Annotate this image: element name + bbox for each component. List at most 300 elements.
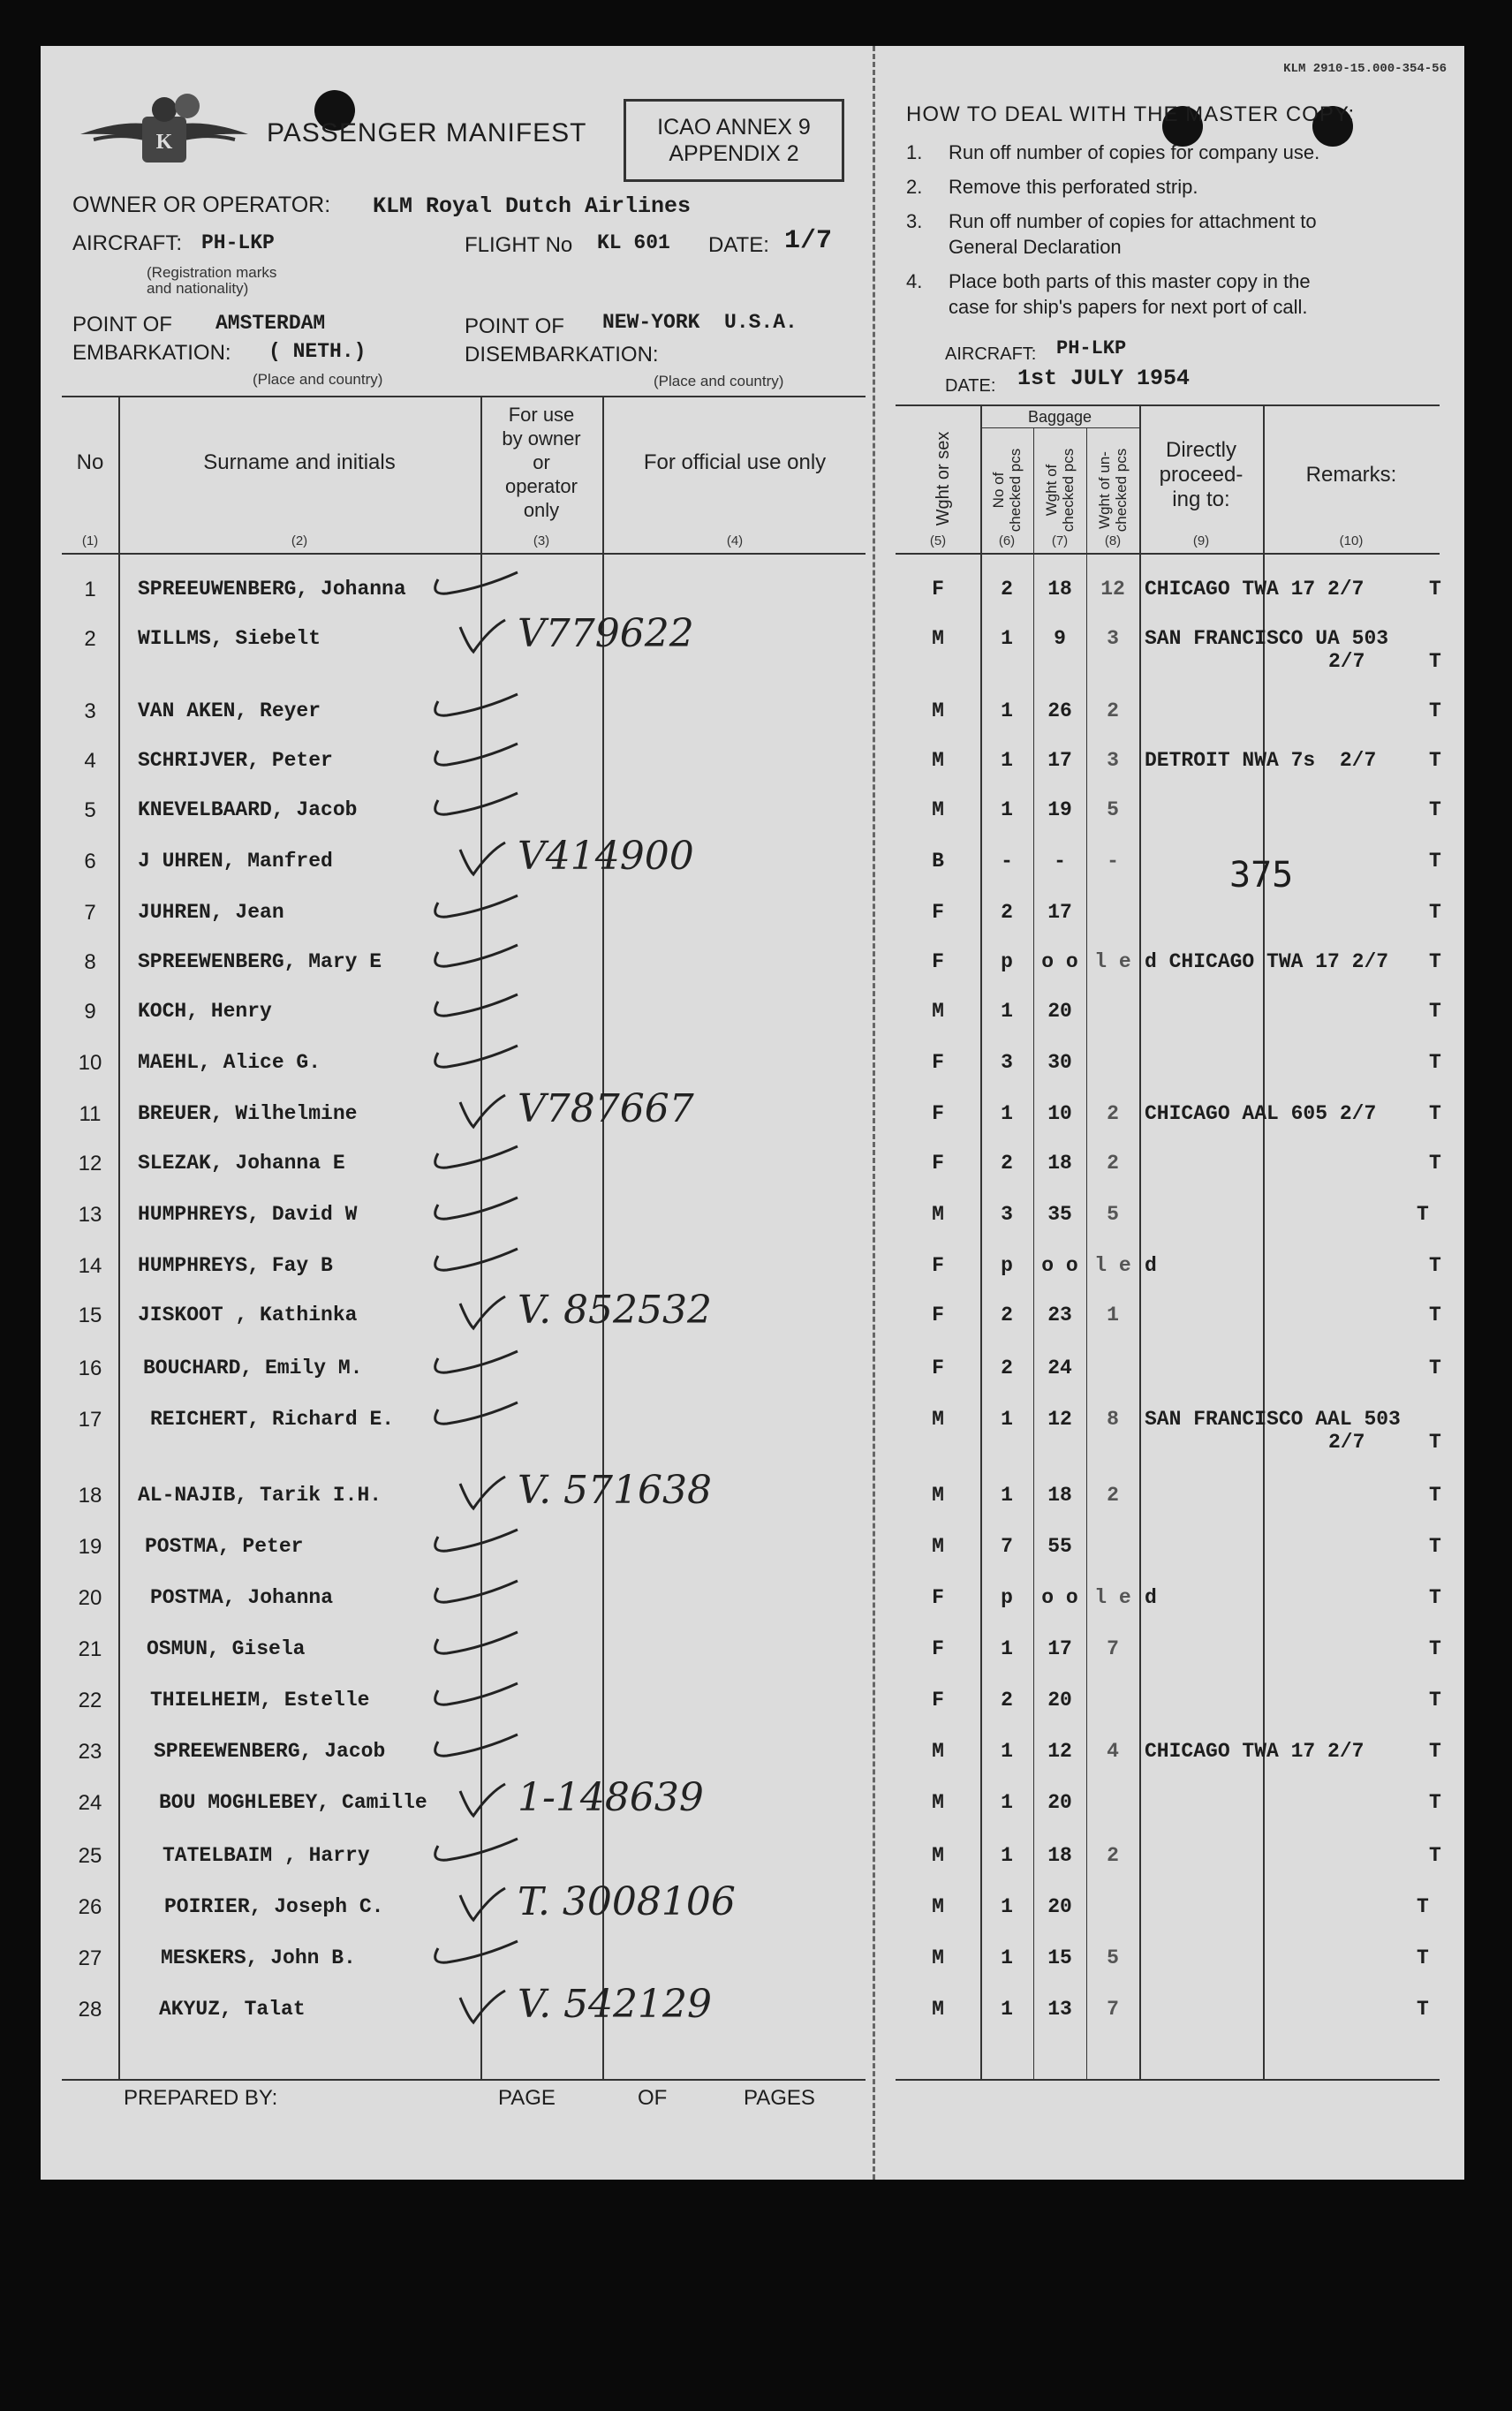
unchecked-cell: - bbox=[1107, 850, 1119, 873]
pieces-cell: 1 bbox=[1001, 1408, 1013, 1431]
date-value: 1/7 bbox=[784, 226, 833, 256]
remarks-cell-line2: 2/7 bbox=[1328, 650, 1365, 673]
transit-mark: T bbox=[1429, 1102, 1441, 1125]
sex-cell: F bbox=[932, 1102, 944, 1125]
icao-annex-box bbox=[624, 99, 844, 182]
row-number: 16 bbox=[78, 1357, 102, 1380]
instructions-list bbox=[906, 140, 1463, 329]
transit-mark: T bbox=[1429, 578, 1441, 601]
handwritten-number: V779622 bbox=[518, 611, 694, 656]
weight-cell: 20 bbox=[1047, 1895, 1072, 1918]
unchecked-cell: 8 bbox=[1107, 1408, 1119, 1431]
check-mark-icon bbox=[429, 1245, 526, 1281]
passenger-name: JISKOOT , Kathinka bbox=[138, 1304, 358, 1326]
owner-label: OWNER OR OPERATOR: bbox=[72, 193, 331, 217]
row-number: 17 bbox=[78, 1408, 102, 1432]
pieces-cell: p bbox=[1001, 1586, 1013, 1609]
remarks-cell: CHICAGO AAL 605 2/7 bbox=[1145, 1102, 1377, 1125]
pieces-cell: 7 bbox=[1001, 1535, 1013, 1558]
transit-mark: T bbox=[1429, 650, 1441, 673]
pieces-cell: 1 bbox=[1001, 1998, 1013, 2021]
transit-mark: T bbox=[1429, 1254, 1441, 1277]
check-mark-icon bbox=[429, 1526, 526, 1561]
weight-cell: 9 bbox=[1054, 627, 1066, 650]
passenger-name: SLEZAK, Johanna E bbox=[138, 1152, 345, 1175]
col-number: (5) bbox=[929, 533, 947, 548]
transit-mark: T bbox=[1429, 1357, 1441, 1379]
flight-value: KL 601 bbox=[597, 231, 670, 254]
check-mark-icon bbox=[429, 892, 526, 927]
passenger-name: BREUER, Wilhelmine bbox=[138, 1102, 358, 1125]
table-bottom-rule bbox=[62, 2079, 866, 2081]
right-aircraft-value: PH-LKP bbox=[1056, 337, 1127, 359]
annex-line-2: APPENDIX 2 bbox=[669, 141, 799, 166]
check-mark-icon bbox=[429, 1577, 526, 1613]
footer-page: PAGE bbox=[498, 2086, 556, 2110]
sex-cell: F bbox=[932, 1637, 944, 1660]
passenger-name: AL-NAJIB, Tarik I.H. bbox=[138, 1484, 382, 1507]
pieces-cell: 1 bbox=[1001, 1791, 1013, 1814]
transit-mark: T bbox=[1429, 1637, 1441, 1660]
check-mark-icon bbox=[429, 1680, 526, 1715]
instruction-text: Run off number of copies for attachment to bbox=[949, 210, 1317, 232]
check-mark-icon bbox=[429, 1348, 526, 1383]
passenger-name: OSMUN, Gisela bbox=[147, 1637, 306, 1660]
instruction-number: 1. bbox=[906, 141, 923, 163]
row-number: 22 bbox=[78, 1689, 102, 1712]
unchecked-cell: l e bbox=[1094, 950, 1131, 973]
pieces-cell: 1 bbox=[1001, 1740, 1013, 1763]
handwritten-number: 1-148639 bbox=[518, 1775, 704, 1820]
passenger-name: POSTMA, Johanna bbox=[150, 1586, 334, 1609]
row-number: 7 bbox=[84, 901, 96, 925]
svg-text:K: K bbox=[155, 131, 173, 154]
pieces-cell: 1 bbox=[1001, 627, 1013, 650]
row-number: 11 bbox=[79, 1102, 102, 1126]
weight-cell: 30 bbox=[1047, 1051, 1072, 1074]
weight-cell: 24 bbox=[1047, 1357, 1072, 1379]
date-label: DATE: bbox=[708, 233, 769, 257]
instructions-title: HOW TO DEAL WITH THE MASTER COPY: bbox=[906, 102, 1356, 126]
sex-cell: F bbox=[932, 1254, 944, 1277]
sex-cell: M bbox=[932, 1998, 944, 2021]
check-mark-icon bbox=[429, 1629, 526, 1664]
transit-mark: T bbox=[1429, 798, 1441, 821]
col-number: (9) bbox=[1192, 533, 1210, 548]
unchecked-cell: 2 bbox=[1107, 1102, 1119, 1125]
weight-cell: 26 bbox=[1047, 699, 1072, 722]
sex-cell: M bbox=[932, 1791, 944, 1814]
disembarkation-label: POINT OF DISEMBARKATION: bbox=[465, 314, 659, 367]
pieces-cell: 1 bbox=[1001, 749, 1013, 772]
row-number: 28 bbox=[78, 1998, 102, 2022]
sex-cell: M bbox=[932, 1740, 944, 1763]
transit-mark: T bbox=[1429, 1791, 1441, 1814]
sex-cell: F bbox=[932, 1357, 944, 1379]
passenger-name: MESKERS, John B. bbox=[161, 1946, 356, 1969]
pieces-cell: 1 bbox=[1001, 1895, 1013, 1918]
pieces-cell: 1 bbox=[1001, 1102, 1013, 1125]
col-number: (3) bbox=[533, 533, 550, 548]
transit-mark: T bbox=[1429, 1304, 1441, 1326]
right-aircraft-label: AIRCRAFT: bbox=[945, 344, 1037, 364]
unchecked-cell: 1 bbox=[1107, 1304, 1119, 1326]
embarkation-label: POINT OF EMBARKATION: bbox=[72, 313, 231, 365]
instruction-text: Remove this perforated strip. bbox=[949, 176, 1198, 198]
footer-of: OF bbox=[638, 2086, 668, 2110]
transit-mark: T bbox=[1429, 1844, 1441, 1867]
perforation-line bbox=[873, 46, 875, 2180]
row-number: 23 bbox=[78, 1740, 102, 1764]
unchecked-cell: 5 bbox=[1107, 798, 1119, 821]
check-mark-icon bbox=[429, 1399, 526, 1434]
aircraft-label: AIRCRAFT: bbox=[72, 231, 183, 255]
col-header-wght-sex: Wght or sex bbox=[934, 431, 953, 526]
sex-cell: F bbox=[932, 901, 944, 924]
pieces-cell: - bbox=[1001, 850, 1013, 873]
col-header-no: No bbox=[76, 450, 104, 474]
weight-cell: 17 bbox=[1047, 1637, 1072, 1660]
row-number: 24 bbox=[78, 1791, 102, 1815]
handwritten-number: T. 3008106 bbox=[518, 1879, 736, 1924]
pieces-cell: 1 bbox=[1001, 1946, 1013, 1969]
weight-cell: 15 bbox=[1047, 1946, 1072, 1969]
footer-prepared-by: PREPARED BY: bbox=[124, 2086, 278, 2110]
sex-cell: B bbox=[932, 850, 944, 873]
embarkation-value: AMSTERDAM ( NETH.) bbox=[215, 312, 367, 363]
pieces-cell: p bbox=[1001, 950, 1013, 973]
instruction-number: 4. bbox=[906, 270, 923, 292]
weight-cell: 23 bbox=[1047, 1304, 1072, 1326]
unchecked-cell: 2 bbox=[1107, 699, 1119, 722]
col-number: (4) bbox=[726, 533, 744, 548]
col-header-wght-unchecked: Wght of un- checked pcs bbox=[1096, 448, 1130, 533]
check-mark-icon bbox=[429, 691, 526, 726]
weight-cell: 18 bbox=[1047, 1484, 1072, 1507]
sex-cell: M bbox=[932, 1000, 944, 1023]
transit-mark: T bbox=[1417, 1946, 1429, 1969]
row-number: 1 bbox=[84, 578, 96, 601]
sex-cell: M bbox=[932, 798, 944, 821]
row-number: 4 bbox=[84, 749, 96, 773]
passenger-name: HUMPHREYS, Fay B bbox=[138, 1254, 333, 1277]
sex-cell: F bbox=[932, 1051, 944, 1074]
unchecked-cell: 12 bbox=[1100, 578, 1125, 601]
passenger-name: THIELHEIM, Estelle bbox=[150, 1689, 370, 1712]
table-top-rule bbox=[62, 396, 866, 397]
row-number: 14 bbox=[78, 1254, 102, 1278]
passenger-name: KOCH, Henry bbox=[138, 1000, 272, 1023]
check-mark-icon bbox=[429, 790, 526, 825]
header-bottom-rule-right bbox=[896, 553, 1440, 555]
pieces-cell: 1 bbox=[1001, 1844, 1013, 1867]
check-mark-icon bbox=[429, 740, 526, 775]
row-number: 8 bbox=[84, 950, 96, 974]
check-mark-icon bbox=[429, 941, 526, 977]
instruction-item bbox=[906, 208, 1463, 260]
check-mark-icon bbox=[456, 1295, 509, 1339]
weight-cell: 12 bbox=[1047, 1740, 1072, 1763]
pieces-cell: 2 bbox=[1001, 578, 1013, 601]
check-mark-icon bbox=[429, 991, 526, 1026]
col-header-baggage: Baggage bbox=[1027, 408, 1092, 426]
remarks-cell: DETROIT NWA 7s 2/7 bbox=[1145, 749, 1377, 772]
row-number: 19 bbox=[78, 1535, 102, 1559]
remarks-cell: CHICAGO TWA 17 2/7 bbox=[1145, 1740, 1365, 1763]
row-number: 13 bbox=[78, 1203, 102, 1227]
transit-mark: T bbox=[1429, 1051, 1441, 1074]
passenger-name: REICHERT, Richard E. bbox=[150, 1408, 395, 1431]
handwritten-number: V787667 bbox=[518, 1086, 694, 1131]
transit-mark: T bbox=[1429, 901, 1441, 924]
col-header-no-checked: No of checked pcs bbox=[990, 448, 1024, 533]
pieces-cell: 3 bbox=[1001, 1203, 1013, 1226]
col-number: (6) bbox=[998, 533, 1016, 548]
embark-place-note: (Place and country) bbox=[253, 371, 383, 388]
check-mark-icon bbox=[429, 1042, 526, 1077]
col-number: (7) bbox=[1051, 533, 1069, 548]
weight-cell: o o bbox=[1041, 1586, 1078, 1609]
sex-cell: F bbox=[932, 1304, 944, 1326]
weight-cell: 17 bbox=[1047, 749, 1072, 772]
transit-mark: T bbox=[1429, 950, 1441, 973]
passenger-name: SPREEWENBERG, Jacob bbox=[154, 1740, 386, 1763]
pieces-cell: 2 bbox=[1001, 901, 1013, 924]
col-header-official: For official use only bbox=[643, 450, 827, 474]
col-number: (8) bbox=[1104, 533, 1122, 548]
instruction-text: Place both parts of this master copy in the bbox=[949, 270, 1311, 292]
instruction-item bbox=[906, 140, 1463, 165]
flight-label: FLIGHT No bbox=[465, 233, 573, 257]
row-number: 27 bbox=[78, 1946, 102, 1970]
header-bottom-rule bbox=[62, 553, 866, 555]
right-date-value: 1st JULY 1954 bbox=[1017, 366, 1191, 391]
transit-mark: T bbox=[1417, 1895, 1429, 1918]
unchecked-cell: 2 bbox=[1107, 1844, 1119, 1867]
page-title: PASSENGER MANIFEST bbox=[267, 118, 587, 147]
unchecked-cell: 5 bbox=[1107, 1946, 1119, 1969]
row-number: 6 bbox=[84, 850, 96, 873]
weight-cell: 12 bbox=[1047, 1408, 1072, 1431]
check-mark-icon bbox=[456, 841, 509, 885]
weight-cell: 19 bbox=[1047, 798, 1072, 821]
right-date-label: DATE: bbox=[945, 376, 996, 396]
unchecked-cell: 3 bbox=[1107, 749, 1119, 772]
row-number: 20 bbox=[78, 1586, 102, 1610]
row-number: 9 bbox=[84, 1000, 96, 1024]
pieces-cell: 2 bbox=[1001, 1357, 1013, 1379]
passenger-name: BOU MOGHLEBEY, Camille bbox=[159, 1791, 427, 1814]
unchecked-cell: l e bbox=[1094, 1254, 1131, 1277]
check-mark-icon bbox=[429, 1731, 526, 1766]
row-number: 18 bbox=[78, 1484, 102, 1508]
remarks-cell: CHICAGO TWA 17 2/7 bbox=[1145, 578, 1365, 601]
weight-cell: 20 bbox=[1047, 1791, 1072, 1814]
row-number: 12 bbox=[78, 1152, 102, 1175]
sex-cell: M bbox=[932, 699, 944, 722]
check-mark-icon bbox=[456, 1475, 509, 1519]
instruction-text: General Declaration bbox=[949, 236, 1122, 258]
unchecked-cell: 7 bbox=[1107, 1998, 1119, 2021]
weight-cell: o o bbox=[1041, 950, 1078, 973]
col-number: (1) bbox=[81, 533, 99, 548]
col-divider bbox=[1033, 427, 1034, 2079]
row-number: 26 bbox=[78, 1895, 102, 1919]
pieces-cell: 1 bbox=[1001, 798, 1013, 821]
passenger-name: BOUCHARD, Emily M. bbox=[143, 1357, 363, 1379]
passenger-name: TATELBAIM , Harry bbox=[163, 1844, 370, 1867]
remarks-cell: SAN FRANCISCO AAL 503 bbox=[1145, 1408, 1401, 1431]
col-header-proceeding: Directly proceed- ing to: bbox=[1159, 438, 1244, 511]
sex-cell: F bbox=[932, 1689, 944, 1712]
row-number: 2 bbox=[84, 627, 96, 651]
passenger-name: HUMPHREYS, David W bbox=[138, 1203, 358, 1226]
row-number: 3 bbox=[84, 699, 96, 723]
instruction-item bbox=[906, 174, 1463, 200]
pieces-cell: 2 bbox=[1001, 1152, 1013, 1175]
sex-cell: M bbox=[932, 1408, 944, 1431]
footer-pages: PAGES bbox=[744, 2086, 815, 2110]
remarks-cell: d bbox=[1145, 1586, 1157, 1609]
sex-cell: M bbox=[932, 1895, 944, 1918]
handwritten-number: V. 542129 bbox=[518, 1982, 713, 2027]
weight-cell: - bbox=[1054, 850, 1066, 873]
col-header-wght-checked: Wght of checked pcs bbox=[1043, 448, 1077, 533]
col-header-surname: Surname and initials bbox=[203, 450, 396, 474]
passenger-name: WILLMS, Siebelt bbox=[138, 627, 321, 650]
sex-cell: M bbox=[932, 1484, 944, 1507]
weight-cell: 17 bbox=[1047, 901, 1072, 924]
sex-cell: M bbox=[932, 1203, 944, 1226]
check-mark-icon bbox=[456, 1093, 509, 1137]
pieces-cell: 1 bbox=[1001, 1484, 1013, 1507]
manifest-sheet bbox=[41, 46, 1464, 2180]
transit-mark: T bbox=[1429, 1152, 1441, 1175]
unchecked-cell: 2 bbox=[1107, 1152, 1119, 1175]
row-number: 25 bbox=[78, 1844, 102, 1868]
col-header-owner-use: For use by owner or operator only bbox=[502, 404, 581, 521]
transit-mark: T bbox=[1429, 1484, 1441, 1507]
sex-cell: M bbox=[932, 1535, 944, 1558]
annex-line-1: ICAO ANNEX 9 bbox=[657, 115, 811, 140]
form-code: KLM 2910-15.000-354-56 bbox=[1283, 62, 1447, 76]
transit-mark: T bbox=[1429, 1689, 1441, 1712]
remarks-cell: d bbox=[1145, 1254, 1157, 1277]
transit-mark: T bbox=[1417, 1203, 1429, 1226]
table-top-rule-right bbox=[896, 404, 1440, 406]
col-number: (2) bbox=[291, 533, 308, 548]
aircraft-value: PH-LKP bbox=[201, 231, 275, 254]
pieces-cell: 2 bbox=[1001, 1304, 1013, 1326]
col-header-remarks: Remarks: bbox=[1305, 463, 1397, 487]
stamp-number: 375 bbox=[1229, 855, 1294, 896]
unchecked-cell: 5 bbox=[1107, 1203, 1119, 1226]
transit-mark: T bbox=[1429, 1535, 1441, 1558]
passenger-name: SPREEWENBERG, Mary E bbox=[138, 950, 382, 973]
col-divider bbox=[980, 404, 982, 2079]
sex-cell: F bbox=[932, 1586, 944, 1609]
sex-cell: M bbox=[932, 749, 944, 772]
owner-value: KLM Royal Dutch Airlines bbox=[373, 193, 692, 219]
unchecked-cell: 2 bbox=[1107, 1484, 1119, 1507]
row-number: 21 bbox=[78, 1637, 102, 1661]
transit-mark: T bbox=[1429, 1740, 1441, 1763]
col-divider bbox=[1139, 404, 1141, 2079]
weight-cell: 20 bbox=[1047, 1689, 1072, 1712]
transit-mark: T bbox=[1429, 850, 1441, 873]
col-divider bbox=[1086, 427, 1087, 2079]
transit-mark: T bbox=[1429, 699, 1441, 722]
transit-mark: T bbox=[1429, 1431, 1441, 1454]
klm-logo-icon bbox=[76, 90, 253, 178]
check-mark-icon bbox=[429, 1194, 526, 1229]
passenger-name: SCHRIJVER, Peter bbox=[138, 749, 333, 772]
weight-cell: 18 bbox=[1047, 578, 1072, 601]
table-bottom-rule-right bbox=[896, 2079, 1440, 2081]
instruction-number: 3. bbox=[906, 210, 923, 232]
sex-cell: F bbox=[932, 950, 944, 973]
sex-cell: F bbox=[932, 578, 944, 601]
check-mark-icon bbox=[456, 618, 509, 662]
pieces-cell: 2 bbox=[1001, 1689, 1013, 1712]
row-number: 5 bbox=[84, 798, 96, 822]
col-number: (10) bbox=[1339, 533, 1364, 548]
passenger-name: VAN AKEN, Reyer bbox=[138, 699, 321, 722]
handwritten-number: V. 852532 bbox=[518, 1288, 713, 1333]
check-mark-icon bbox=[456, 1782, 509, 1826]
sex-cell: F bbox=[932, 1152, 944, 1175]
weight-cell: 18 bbox=[1047, 1844, 1072, 1867]
unchecked-cell: 3 bbox=[1107, 627, 1119, 650]
passenger-name: SPREEUWENBERG, Johanna bbox=[138, 578, 406, 601]
check-mark-icon bbox=[429, 569, 526, 604]
weight-cell: 18 bbox=[1047, 1152, 1072, 1175]
weight-cell: 20 bbox=[1047, 1000, 1072, 1023]
pieces-cell: 1 bbox=[1001, 699, 1013, 722]
sex-cell: M bbox=[932, 1844, 944, 1867]
weight-cell: 35 bbox=[1047, 1203, 1072, 1226]
weight-cell: 55 bbox=[1047, 1535, 1072, 1558]
check-mark-icon bbox=[456, 1886, 509, 1931]
pieces-cell: 3 bbox=[1001, 1051, 1013, 1074]
check-mark-icon bbox=[456, 1989, 509, 2033]
sex-cell: M bbox=[932, 627, 944, 650]
passenger-name: AKYUZ, Talat bbox=[159, 1998, 306, 2021]
row-number: 10 bbox=[78, 1051, 102, 1075]
passenger-name: JUHREN, Jean bbox=[138, 901, 284, 924]
check-mark-icon bbox=[429, 1938, 526, 1973]
transit-mark: T bbox=[1429, 749, 1441, 772]
remarks-cell: SAN FRANCISCO UA 503 bbox=[1145, 627, 1389, 650]
pieces-cell: 1 bbox=[1001, 1000, 1013, 1023]
weight-cell: 13 bbox=[1047, 1998, 1072, 2021]
passenger-name: MAEHL, Alice G. bbox=[138, 1051, 321, 1074]
handwritten-number: V414900 bbox=[518, 834, 694, 879]
transit-mark: T bbox=[1429, 1000, 1441, 1023]
passenger-name: POIRIER, Joseph C. bbox=[164, 1895, 384, 1918]
instruction-text: Run off number of copies for company use. bbox=[949, 141, 1320, 163]
row-number: 15 bbox=[78, 1304, 102, 1327]
remarks-cell-line2: 2/7 bbox=[1328, 1431, 1365, 1454]
disembarkation-value: NEW-YORK U.S.A. bbox=[602, 311, 798, 334]
instruction-item bbox=[906, 268, 1463, 320]
instruction-text: case for ship's papers for next port of call. bbox=[949, 296, 1308, 318]
unchecked-cell: 4 bbox=[1107, 1740, 1119, 1763]
check-mark-icon bbox=[429, 1143, 526, 1178]
unchecked-cell: l e bbox=[1094, 1586, 1131, 1609]
check-mark-icon bbox=[429, 1835, 526, 1871]
aircraft-note: (Registration marks and nationality) bbox=[147, 264, 277, 297]
